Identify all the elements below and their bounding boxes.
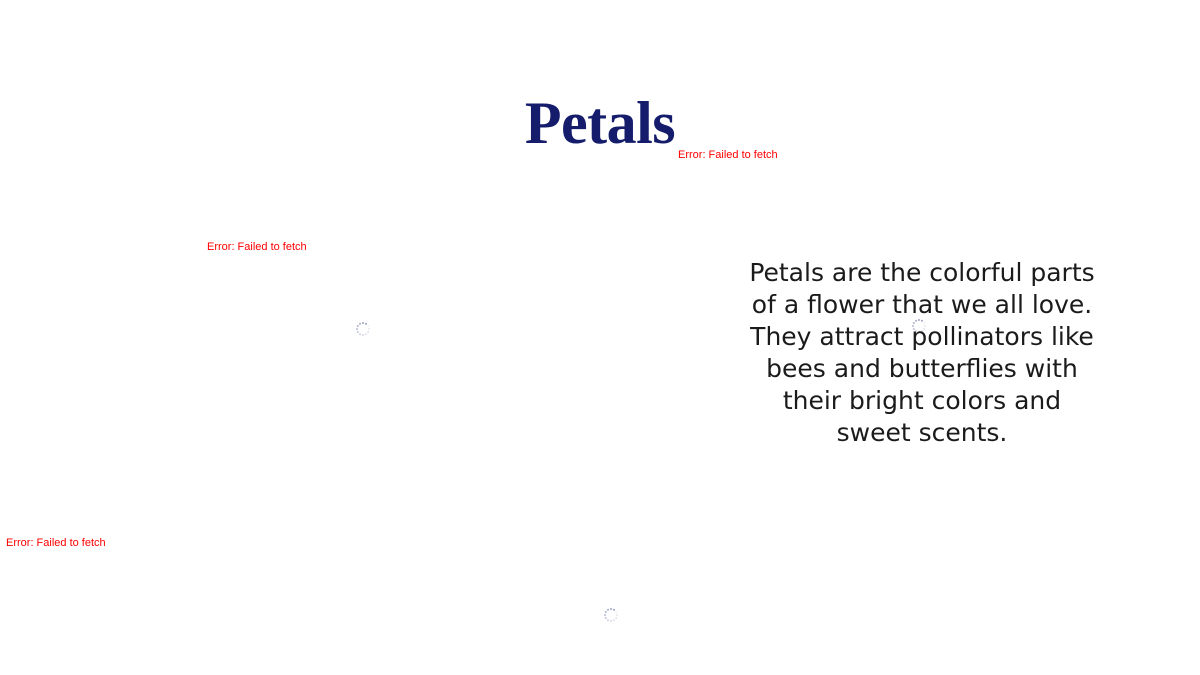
error-message-top: Error: Failed to fetch [678,149,778,161]
error-message-bottom-left: Error: Failed to fetch [6,537,106,549]
page-title: Petals [524,90,676,157]
error-message-left: Error: Failed to fetch [207,241,307,253]
loading-spinner-icon [603,607,619,623]
description-text: Petals are the colorful parts of a flower that we all love. They attract pollinators like bees and butterflies with their bright colors and sweet scents. [749,258,1095,447]
loading-spinner-icon [355,321,371,337]
